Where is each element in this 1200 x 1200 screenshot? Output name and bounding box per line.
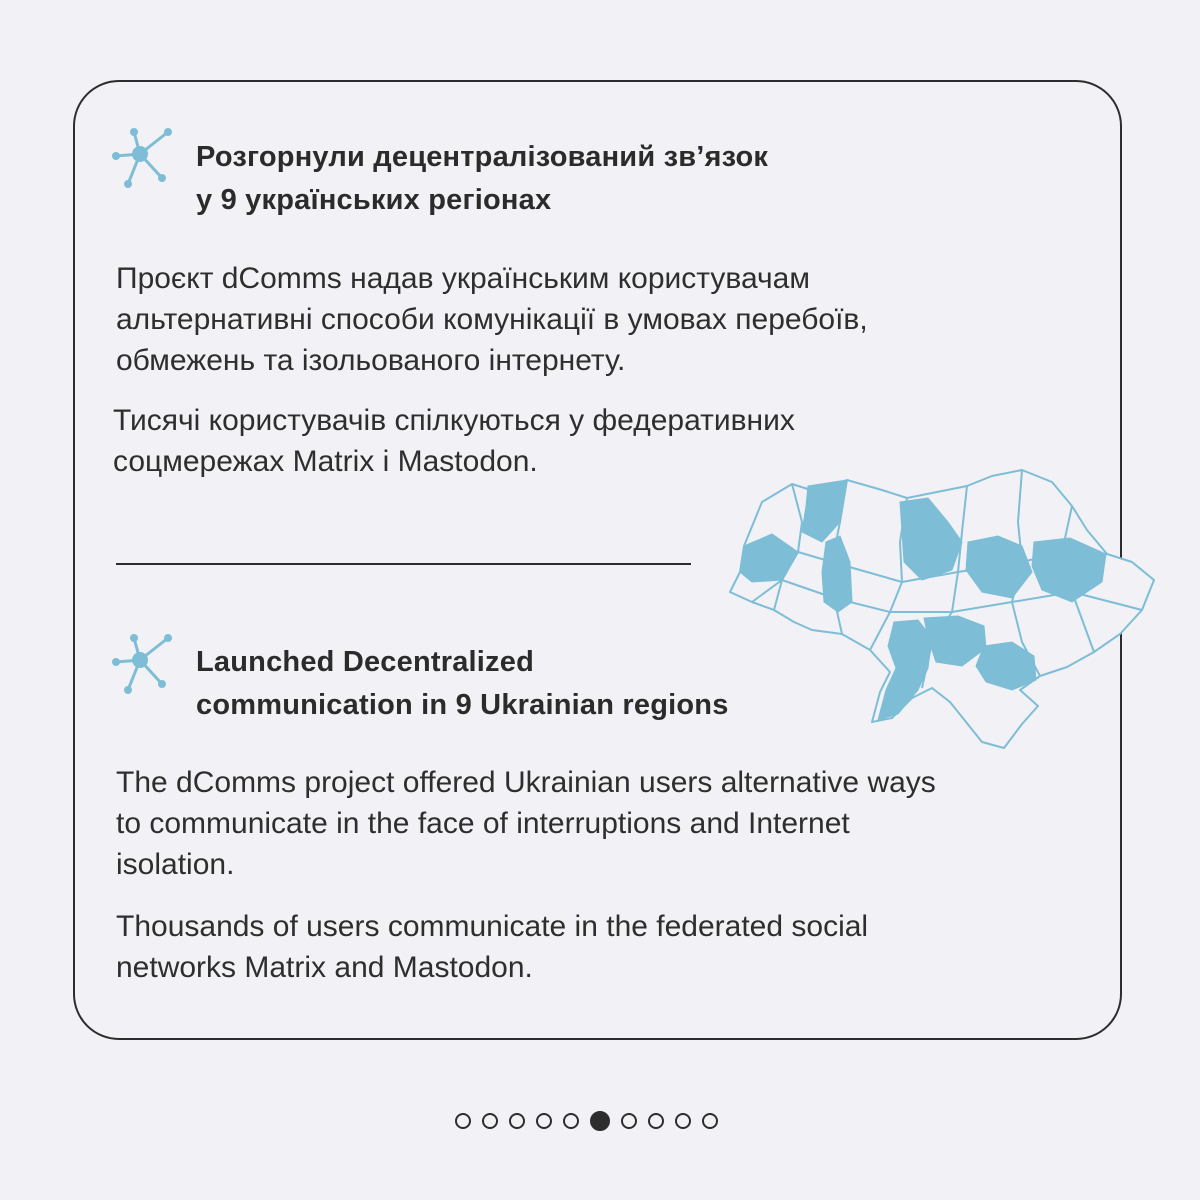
section-divider <box>116 563 691 565</box>
uk-heading-line-1: Розгорнули децентралізований зв’язок <box>196 141 769 173</box>
en-paragraph-2 <box>116 906 868 988</box>
en-paragraph-1-line-1: The dComms project offered Ukrainian users alternative ways <box>116 766 936 799</box>
en-heading-line-2: communication in 9 Ukrainian regions <box>196 689 729 721</box>
carousel-dot[interactable] <box>648 1113 664 1129</box>
uk-paragraph-1 <box>116 258 868 381</box>
carousel-dot[interactable] <box>702 1113 718 1129</box>
carousel-dot[interactable] <box>455 1113 471 1129</box>
ukraine-regions-map <box>722 462 1162 754</box>
uk-heading-line-2: у 9 українських регіонах <box>196 184 552 216</box>
uk-heading <box>196 136 768 222</box>
carousel-dot[interactable] <box>482 1113 498 1129</box>
uk-paragraph-1-line-2: альтернативні способи комунікації в умовах перебоїв, <box>116 303 868 336</box>
en-paragraph-2-line-2: networks Matrix and Mastodon. <box>116 951 533 984</box>
en-heading-line-1: Launched Decentralized <box>196 646 534 678</box>
carousel-dot[interactable] <box>509 1113 525 1129</box>
carousel-dot-active[interactable] <box>590 1111 610 1131</box>
carousel-dot[interactable] <box>675 1113 691 1129</box>
carousel-dot[interactable] <box>563 1113 579 1129</box>
uk-paragraph-1-line-3: обмежень та ізольованого інтернету. <box>116 344 626 377</box>
en-paragraph-1 <box>116 762 936 885</box>
en-paragraph-1-line-3: isolation. <box>116 848 235 881</box>
en-paragraph-2-line-1: Thousands of users communicate in the federated social <box>116 910 869 943</box>
carousel-dot[interactable] <box>621 1113 637 1129</box>
network-nodes-icon <box>104 630 176 702</box>
uk-paragraph-1-line-1: Проєкт dComms надав українським користувачам <box>116 262 810 295</box>
uk-paragraph-2-line-1: Тисячі користувачів спілкуються у федеративних <box>113 404 795 437</box>
carousel-dot[interactable] <box>536 1113 552 1129</box>
en-heading <box>196 641 729 727</box>
network-nodes-icon <box>104 124 176 196</box>
uk-paragraph-2-line-2: соцмережах Matrix і Mastodon. <box>113 445 538 478</box>
uk-paragraph-2 <box>113 400 795 482</box>
en-paragraph-1-line-2: to communicate in the face of interruptions and Internet <box>116 807 850 840</box>
carousel-pagination <box>455 1113 718 1131</box>
